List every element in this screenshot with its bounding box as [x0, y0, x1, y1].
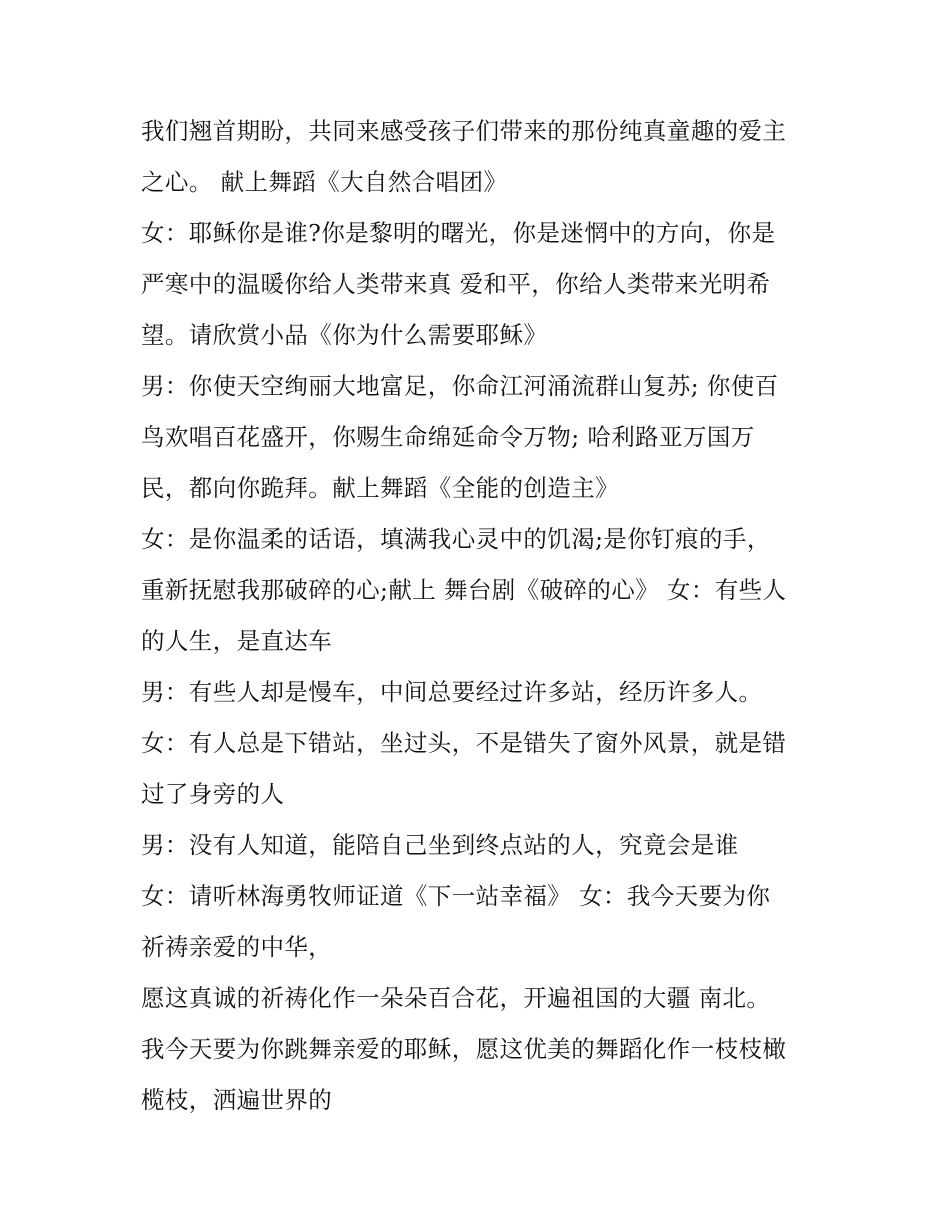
text-line: 女：有人总是下错站，坐过头，不是错失了窗外风景，就是错 [141, 729, 787, 757]
text-line: 的人生，是直达车 [141, 627, 333, 655]
text-line: 民，都向你跪拜。献上舞蹈《全能的创造主》 [141, 474, 619, 502]
text-line: 男：没有人知道，能陪自己坐到终点站的人，究竟会是谁 [141, 831, 739, 859]
text-line: 鸟欢唱百花盛开，你赐生命绵延命令万物; 哈利路亚万国万 [141, 423, 755, 451]
text-line: 愿这真诚的祈祷化作一朵朵百合花，开遍祖国的大疆 南北。 [141, 984, 771, 1012]
text-line: 男：你使天空绚丽大地富足，你命江河涌流群山复苏; 你使百 [141, 372, 779, 400]
text-line: 祈祷亲爱的中华， [141, 933, 333, 961]
text-line: 过了身旁的人 [141, 780, 285, 808]
text-line: 女：请听林海勇牧师证道《下一站幸福》 女：我今天要为你 [141, 882, 771, 910]
text-line: 重新抚慰我那破碎的心;献上 舞台剧《破碎的心》 女：有些人 [141, 576, 787, 604]
document-body [141, 106, 821, 1126]
text-line: 榄枝，洒遍世界的 [141, 1086, 333, 1114]
text-line: 我今天要为你跳舞亲爱的耶稣，愿这优美的舞蹈化作一枝枝橄 [141, 1035, 787, 1063]
text-line: 男：有些人却是慢车，中间总要经过许多站，经历许多人。 [141, 678, 763, 706]
text-line: 望。请欣赏小品《你为什么需要耶稣》 [141, 321, 548, 349]
text-line: 我们翘首期盼，共同来感受孩子们带来的那份纯真童趣的爱主 [141, 117, 787, 145]
text-line: 女：耶稣你是谁?你是黎明的曙光，你是迷惘中的方向，你是 [141, 219, 776, 247]
text-line: 之心。 献上舞蹈《大自然合唱团》 [141, 168, 508, 196]
text-line: 女：是你温柔的话语，填满我心灵中的饥渴;是你钉痕的手， [141, 525, 771, 553]
text-line: 严寒中的温暖你给人类带来真 爱和平，你给人类带来光明希 [141, 270, 771, 298]
